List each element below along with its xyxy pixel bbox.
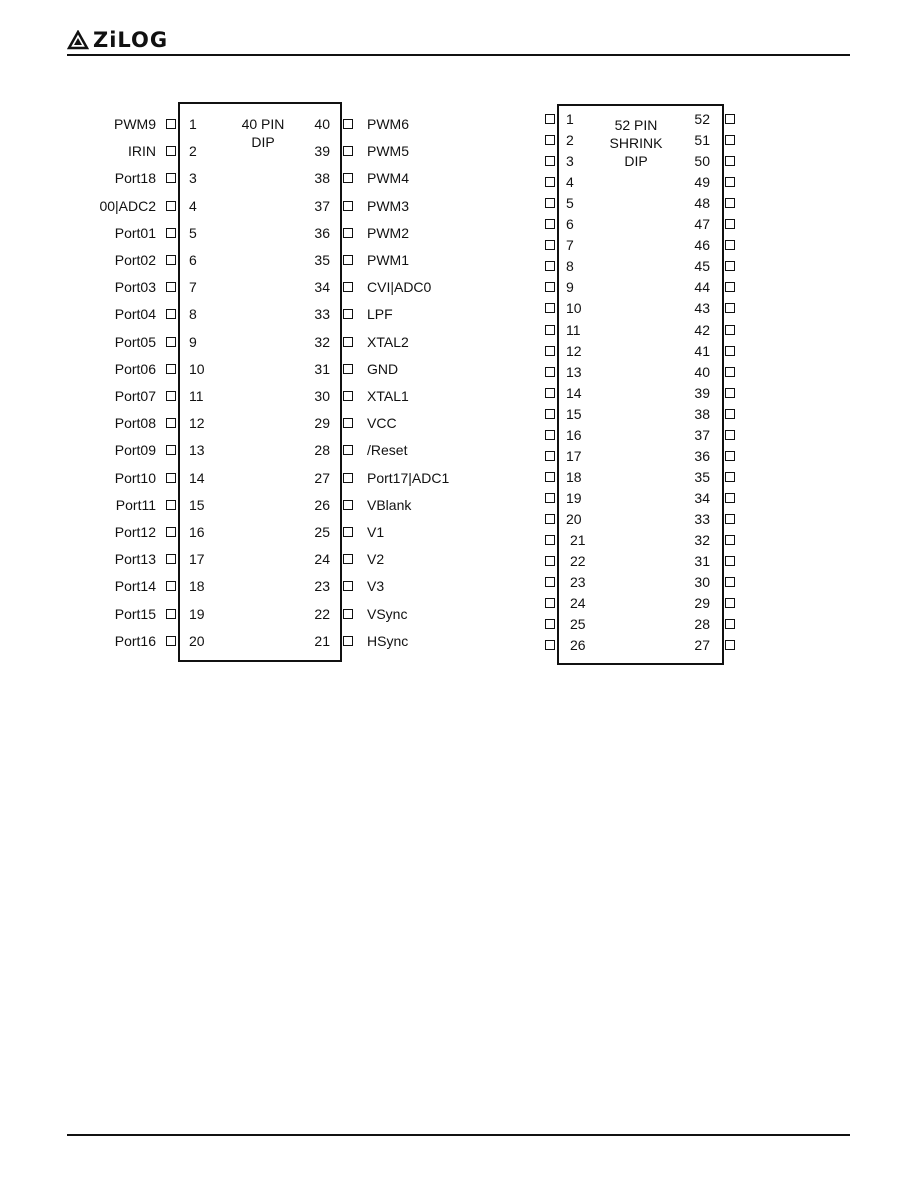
sdip52-pin-pad <box>725 556 735 566</box>
dip40-pin-label: Port18 <box>114 170 156 187</box>
dip40-pin-pad <box>166 554 176 564</box>
dip40-pin-label: VCC <box>367 415 397 432</box>
dip40-pin-number: 5 <box>189 224 197 241</box>
dip40-pin-pad <box>166 309 176 319</box>
sdip52-pin-number: 3 <box>566 153 574 170</box>
dip40-pin-label: VBlank <box>367 496 412 513</box>
dip40-pin-label: Port15 <box>114 605 156 622</box>
dip40-pin-number: 4 <box>189 197 197 214</box>
sdip52-pin-number: 16 <box>566 426 582 443</box>
dip40-pin-pad <box>166 282 176 292</box>
sdip52-pin-pad <box>545 388 555 398</box>
dip40-pin-number: 13 <box>189 442 205 459</box>
dip40-pin-number: 38 <box>314 170 330 187</box>
sdip52-pin-pad <box>725 535 735 545</box>
sdip52-pin-number: 14 <box>566 384 582 401</box>
sdip52-title-line3: DIP <box>624 153 648 169</box>
sdip52-pin-pad <box>725 198 735 208</box>
sdip52-pin-pad <box>725 325 735 335</box>
dip40-pin-number: 35 <box>314 252 330 268</box>
dip40-pin-label: Port13 <box>114 551 156 568</box>
dip40-pin-label: V2 <box>367 551 385 568</box>
sdip52-pin-pad <box>725 598 735 608</box>
dip40-pin-pad <box>166 609 176 619</box>
sdip52-pin-pad <box>725 619 735 629</box>
dip40-pin-number: 30 <box>314 388 330 404</box>
dip40-pin-label: PWM4 <box>367 170 409 187</box>
dip40-pin-pad <box>166 391 176 401</box>
dip40-pin-pad <box>166 473 176 483</box>
sdip52-pin-number: 23 <box>570 574 586 591</box>
sdip52-pin-number: 48 <box>694 195 710 212</box>
dip40-pin-label: Port14 <box>114 578 156 595</box>
sdip52-pin-number: 26 <box>570 637 586 654</box>
sdip52-pin-pad <box>725 156 735 166</box>
dip40-pin-number: 15 <box>189 496 205 513</box>
zilog-logo <box>67 28 168 52</box>
sdip52-title-line1: 52 PIN <box>614 117 658 133</box>
dip40-pin-label: PWM2 <box>367 224 409 241</box>
dip40-pin-number: 10 <box>189 360 205 377</box>
dip40-pin-number: 31 <box>314 360 330 377</box>
sdip52-pin-pad <box>545 135 555 145</box>
dip40-pin-label: 00|ADC2 <box>99 197 156 214</box>
sdip52-pin-pad <box>545 493 555 503</box>
sdip52-pin-pad <box>545 156 555 166</box>
dip40-pin-number: 28 <box>314 442 330 459</box>
dip40-pin-label: PWM1 <box>367 252 409 268</box>
sdip52-pin-pad <box>725 472 735 482</box>
dip40-pin-pad <box>166 500 176 510</box>
dip40-pin-label: PWM5 <box>367 143 409 160</box>
sdip52-pin-number: 8 <box>566 258 574 275</box>
sdip52-pin-pad <box>725 388 735 398</box>
dip40-pin-pad <box>343 309 353 319</box>
dip40-pin-label: Port17|ADC1 <box>367 469 450 486</box>
dip40-pin-pad <box>343 418 353 428</box>
zilog-emblem-icon <box>67 30 89 50</box>
sdip52-pin-number: 20 <box>566 510 582 527</box>
dip40-pin-label: Port10 <box>114 469 156 486</box>
sdip52-pin-pad <box>725 177 735 187</box>
dip40-pin-number: 16 <box>189 524 205 540</box>
dip40-pin-pad <box>343 146 353 156</box>
dip40-pin-pad <box>343 173 353 183</box>
dip40-pin-number: 23 <box>314 578 330 595</box>
dip40-pin-pad <box>343 554 353 564</box>
footer-rule <box>67 1134 850 1136</box>
sdip52-pin-pad <box>545 577 555 587</box>
dip40-pin-number: 19 <box>189 605 205 622</box>
dip40-pin-number: 27 <box>314 469 330 486</box>
sdip52-pin-number: 29 <box>694 595 710 612</box>
dip40-pin-number: 18 <box>189 578 205 595</box>
dip40-pin-label: Port11 <box>115 496 156 513</box>
dip40-pin-number: 26 <box>314 496 330 513</box>
sdip52-pin-pad <box>545 619 555 629</box>
dip40-pin-pad <box>166 173 176 183</box>
sdip52-pin-number: 39 <box>694 384 710 401</box>
sdip52-pin-pad <box>725 114 735 124</box>
sdip52-pin-pad <box>725 135 735 145</box>
dip40-pin-label: VSync <box>367 605 408 622</box>
sdip52-pin-number: 38 <box>694 405 710 422</box>
sdip52-pin-number: 27 <box>694 637 710 654</box>
sdip52-pin-pad <box>545 325 555 335</box>
sdip52-pin-pad <box>725 409 735 419</box>
dip40-pin-label: V1 <box>367 524 385 540</box>
dip40-pin-number: 3 <box>189 170 197 187</box>
sdip52-title <box>596 116 676 170</box>
sdip52-pin-pad <box>725 219 735 229</box>
dip40-pin-label: Port12 <box>114 524 156 540</box>
sdip52-pin-number: 34 <box>694 489 710 506</box>
dip40-pin-number: 39 <box>314 143 330 160</box>
dip40-pin-label: Port06 <box>114 360 156 377</box>
sdip52-pin-number: 37 <box>694 426 710 443</box>
sdip52-pin-number: 25 <box>570 616 586 633</box>
sdip52-pin-number: 13 <box>566 363 582 380</box>
dip40-pin-number: 25 <box>314 524 330 540</box>
dip40-pin-label: Port04 <box>114 306 156 323</box>
dip40-pin-pad <box>343 255 353 265</box>
sdip52-pin-pad <box>545 367 555 377</box>
sdip52-pin-number: 49 <box>694 174 710 191</box>
sdip52-pin-number: 32 <box>694 532 710 548</box>
dip40-pin-pad <box>343 201 353 211</box>
dip40-pin-label: HSync <box>367 632 409 649</box>
dip40-pin-number: 12 <box>189 415 205 432</box>
dip40-pin-pad <box>343 119 353 129</box>
sdip52-pin-pad <box>725 430 735 440</box>
dip40-pin-label: Port05 <box>114 333 156 350</box>
sdip52-pin-number: 22 <box>570 553 586 570</box>
dip40-pin-number: 29 <box>314 415 330 432</box>
sdip52-pin-number: 43 <box>694 300 710 317</box>
sdip52-pin-pad <box>545 261 555 271</box>
sdip52-pin-pad <box>545 409 555 419</box>
sdip52-pin-pad <box>725 240 735 250</box>
sdip52-pin-number: 6 <box>566 216 574 233</box>
dip40-pin-pad <box>343 609 353 619</box>
sdip52-pin-number: 15 <box>566 405 582 422</box>
sdip52-pin-pad <box>725 577 735 587</box>
dip40-pin-label: XTAL2 <box>367 333 409 350</box>
sdip52-pin-pad <box>545 303 555 313</box>
sdip52-pin-number: 44 <box>694 279 710 296</box>
sdip52-pin-number: 18 <box>566 468 582 485</box>
dip40-pin-label: Port07 <box>114 388 156 404</box>
sdip52-pin-number: 11 <box>566 321 581 338</box>
dip40-pin-label: V3 <box>367 578 385 595</box>
dip40-pin-number: 1 <box>189 116 197 132</box>
sdip52-pin-pad <box>545 556 555 566</box>
dip40-pin-label: XTAL1 <box>367 388 409 404</box>
dip40-pin-number: 24 <box>314 551 330 568</box>
dip40-pin-number: 8 <box>189 306 197 323</box>
sdip52-pin-number: 9 <box>566 279 574 296</box>
sdip52-pin-pad <box>545 282 555 292</box>
dip40-pin-label: GND <box>367 360 399 377</box>
dip40-pin-pad <box>343 228 353 238</box>
sdip52-pin-pad <box>545 640 555 650</box>
sdip52-pin-number: 17 <box>566 447 582 464</box>
sdip52-pin-number: 21 <box>570 532 586 548</box>
sdip52-pin-number: 46 <box>694 237 710 254</box>
dip40-pin-number: 36 <box>314 224 330 241</box>
dip40-pin-number: 37 <box>314 197 330 214</box>
sdip52-pin-number: 36 <box>694 447 710 464</box>
sdip52-pin-pad <box>545 198 555 208</box>
sdip52-pin-pad <box>545 535 555 545</box>
dip40-pin-number: 6 <box>189 252 197 268</box>
dip40-pin-number: 17 <box>189 551 205 568</box>
dip40-pin-number: 32 <box>314 333 330 350</box>
dip40-pin-pad <box>343 364 353 374</box>
dip40-pin-label: Port16 <box>114 632 156 649</box>
sdip52-pin-pad <box>545 514 555 524</box>
dip40-pin-number: 9 <box>189 333 197 350</box>
dip40-pin-pad <box>343 581 353 591</box>
sdip52-pin-pad <box>725 346 735 356</box>
sdip52-pin-number: 51 <box>694 132 710 149</box>
sdip52-pin-pad <box>545 472 555 482</box>
dip40-pin-label: PWM9 <box>114 116 156 132</box>
dip40-pin-label: Port02 <box>114 252 156 268</box>
sdip52-pin-number: 30 <box>694 574 710 591</box>
sdip52-pin-pad <box>545 598 555 608</box>
sdip52-pin-number: 19 <box>566 489 582 506</box>
dip40-pin-pad <box>166 364 176 374</box>
dip40-pin-number: 11 <box>189 388 204 404</box>
dip40-pin-pad <box>166 445 176 455</box>
sdip52-pin-pad <box>725 261 735 271</box>
sdip52-pin-pad <box>725 303 735 313</box>
dip40-pin-pad <box>343 500 353 510</box>
dip40-pin-label: LPF <box>367 306 393 323</box>
header-rule <box>67 54 850 56</box>
sdip52-pin-pad <box>545 240 555 250</box>
dip40-title-line2: DIP <box>251 134 275 150</box>
sdip52-pin-number: 42 <box>694 321 710 338</box>
sdip52-pin-pad <box>725 640 735 650</box>
dip40-pin-number: 20 <box>189 632 205 649</box>
dip40-title-line1: 40 PIN <box>241 116 285 132</box>
sdip52-pin-pad <box>725 514 735 524</box>
dip40-pin-label: /Reset <box>367 442 408 459</box>
sdip52-pin-number: 28 <box>694 616 710 633</box>
dip40-pin-pad <box>343 527 353 537</box>
sdip52-pin-pad <box>545 451 555 461</box>
dip40-pin-number: 34 <box>314 279 330 296</box>
dip40-pin-label: PWM3 <box>367 197 409 214</box>
dip40-pin-pad <box>166 636 176 646</box>
sdip52-pin-pad <box>545 346 555 356</box>
dip40-pin-pad <box>343 636 353 646</box>
sdip52-pin-number: 47 <box>694 216 710 233</box>
logo-text: ZiLOG <box>93 28 169 52</box>
sdip52-pin-number: 5 <box>566 195 574 212</box>
dip40-pin-label: CVI|ADC0 <box>367 279 432 296</box>
sdip52-pin-number: 7 <box>566 237 574 254</box>
dip40-pin-pad <box>166 418 176 428</box>
sdip52-pin-number: 12 <box>566 342 582 359</box>
dip40-pin-number: 33 <box>314 306 330 323</box>
sdip52-pin-pad <box>725 367 735 377</box>
dip40-pin-pad <box>343 391 353 401</box>
sdip52-pin-number: 24 <box>570 595 586 612</box>
sdip52-pin-pad <box>725 493 735 503</box>
sdip52-pin-number: 45 <box>694 258 710 275</box>
sdip52-pin-number: 2 <box>566 132 574 149</box>
sdip52-pin-pad <box>545 219 555 229</box>
dip40-pin-pad <box>343 473 353 483</box>
dip40-pin-pad <box>166 527 176 537</box>
dip40-pin-label: IRIN <box>128 143 156 160</box>
sdip52-pin-pad <box>725 282 735 292</box>
dip40-pin-pad <box>343 337 353 347</box>
sdip52-pin-pad <box>725 451 735 461</box>
sdip52-pin-number: 52 <box>694 111 710 127</box>
dip40-title <box>228 115 298 151</box>
dip40-pin-label: Port03 <box>114 279 156 296</box>
dip40-pin-pad <box>166 581 176 591</box>
dip40-pin-number: 40 <box>314 116 330 132</box>
sdip52-pin-number: 1 <box>566 111 574 127</box>
dip40-pin-label: Port01 <box>114 224 156 241</box>
dip40-pin-number: 2 <box>189 143 197 160</box>
sdip52-pin-pad <box>545 114 555 124</box>
sdip52-pin-number: 40 <box>694 363 710 380</box>
dip40-pin-pad <box>166 337 176 347</box>
sdip52-pin-pad <box>545 430 555 440</box>
sdip52-pin-number: 41 <box>694 342 710 359</box>
dip40-pin-label: Port08 <box>114 415 156 432</box>
dip40-pin-pad <box>343 445 353 455</box>
sdip52-pin-number: 50 <box>694 153 710 170</box>
sdip52-pin-number: 10 <box>566 300 582 317</box>
dip40-pin-pad <box>166 255 176 265</box>
dip40-pin-pad <box>343 282 353 292</box>
dip40-pin-pad <box>166 228 176 238</box>
sdip52-pin-number: 31 <box>694 553 710 570</box>
dip40-pin-pad <box>166 146 176 156</box>
dip40-pin-label: PWM6 <box>367 116 409 132</box>
sdip52-title-line2: SHRINK <box>609 135 663 151</box>
dip40-pin-number: 14 <box>189 469 205 486</box>
dip40-pin-number: 22 <box>314 605 330 622</box>
dip40-pin-pad <box>166 119 176 129</box>
dip40-pin-number: 7 <box>189 279 197 296</box>
sdip52-pin-pad <box>545 177 555 187</box>
dip40-pin-number: 21 <box>314 632 330 649</box>
dip40-pin-pad <box>166 201 176 211</box>
sdip52-pin-number: 4 <box>566 174 574 191</box>
dip40-pin-label: Port09 <box>114 442 156 459</box>
sdip52-pin-number: 33 <box>694 510 710 527</box>
sdip52-pin-number: 35 <box>694 468 710 485</box>
